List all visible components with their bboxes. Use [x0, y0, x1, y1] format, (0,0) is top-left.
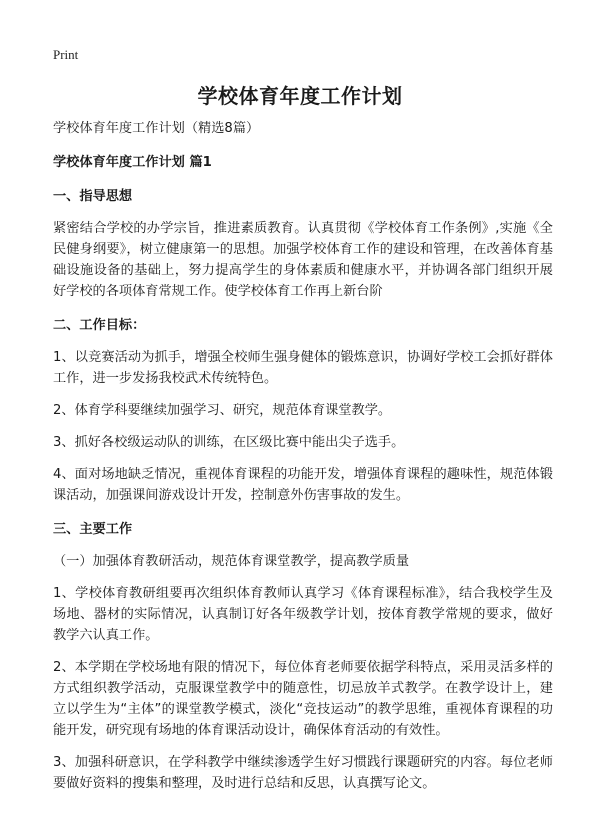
work-item-1: 1、学校体育教研组要再次组织体育教师认真学习《体育课程标准》，结合我校学生及场地、器材的实际情况，认真制订好各年级教学计划，按体育教学常规的要求，做好教学六认真工作。	[53, 586, 553, 643]
heading-main-work: 三、主要工作	[53, 522, 133, 537]
subheading-teaching-research: （一）加强体育教研活动，规范体育课堂教学，提高教学质量	[53, 554, 410, 569]
goal-item-2: 2、体育学科要继续加强学习、研究，规范体育课堂教学。	[53, 403, 392, 418]
work-item-2: 2、本学期在学校场地有限的情况下，每位体育老师要依据学科特点，采用灵活多样的方式组织教学活动，克服课堂教学中的随意性，切忌放羊式教学。在教学设计上，建立以学生为“主体”的课堂教学模式，淡化“竞技运动”的教学思维，重视体育课程的功能开发，研究现有场地的体育课活动设计，确保体育活动的有效性。	[53, 660, 553, 738]
heading-guiding-ideology: 一、指导思想	[53, 189, 133, 204]
document-body	[53, 118, 553, 794]
work-item-3: 3、加强科研意识，在学科教学中继续渗透学生好习惯践行课题研究的内容。每位老师要做好资料的搜集和整理，及时进行总结和反思，认真撰写论文。	[53, 755, 553, 791]
goal-item-3: 3、抓好各校级运动队的训练，在区级比赛中能出尖子选手。	[53, 435, 405, 450]
document-subtitle: 学校体育年度工作计划（精选8篇）	[53, 121, 260, 136]
section-title: 学校体育年度工作计划 篇1	[53, 155, 212, 170]
heading-work-goals: 二、工作目标：	[53, 318, 146, 333]
goal-item-1: 1、以竞赛活动为抓手，增强全校师生强身健体的锻炼意识，协调好学校工会抓好群体工作，进一步发扬我校武术传统特色。	[53, 350, 553, 386]
paragraph-guiding-ideology: 紧密结合学校的办学宗旨，推进素质教育。认真贯彻《学校体育工作条例》,实施《全民健身纲要》，树立健康第一的思想。加强学校体育工作的建设和管理，在改善体育基础设施设备的基础上，努力提高学生的身体素质和健康水平，并协调各部门组织开展好学校的各项体育常规工作。使学校体育工作再上新台阶	[53, 221, 553, 299]
print-link[interactable]: Print	[53, 47, 79, 62]
goal-item-4: 4、面对场地缺乏情况，重视体育课程的功能开发，增强体育课程的趣味性，规范体锻课活动，加强课间游戏设计开发，控制意外伤害事故的发生。	[53, 467, 553, 503]
page-title: 学校体育年度工作计划	[197, 84, 403, 108]
